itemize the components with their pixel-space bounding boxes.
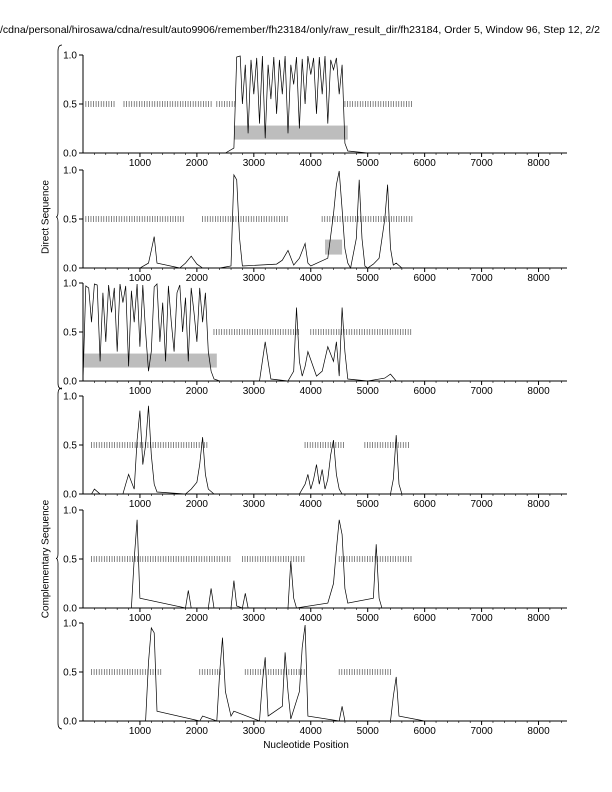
y-tick-label: 0.5 (63, 667, 77, 679)
x-tick-label: 7000 (470, 386, 493, 397)
x-tick-label: 5000 (356, 726, 379, 737)
x-tick-label: 8000 (527, 726, 550, 737)
x-tick-label: 1000 (128, 726, 152, 737)
direct-sequence-brace (56, 45, 62, 389)
x-tick-label: 2000 (185, 158, 209, 169)
x-tick-label: 8000 (527, 499, 550, 510)
x-tick-label: 8000 (527, 613, 550, 624)
y-tick-label: 0.0 (63, 603, 77, 615)
x-tick-label: 7000 (470, 613, 493, 624)
group-braces (56, 45, 62, 729)
y-tick-label: 1.0 (63, 391, 77, 403)
series-line (83, 625, 567, 721)
y-tick-label: 0.5 (63, 214, 77, 226)
complementary-sequence-label: Complementary Sequence (40, 499, 52, 618)
x-tick-label: 7000 (470, 273, 493, 284)
x-tick-label: 6000 (413, 726, 436, 737)
x-tick-label: 1000 (128, 386, 152, 397)
y-tick-label: 0.5 (63, 554, 77, 566)
x-tick-label: 4000 (299, 158, 322, 169)
y-tick-label: 1.0 (63, 50, 77, 62)
x-tick-label: 5000 (356, 613, 379, 624)
x-tick-label: 5000 (356, 273, 379, 284)
x-tick-label: 5000 (356, 499, 379, 510)
chart-panel-3 (63, 279, 567, 398)
x-axis-label: Nucleotide Position (263, 740, 349, 751)
chart-panel-2 (63, 166, 567, 285)
x-tick-label: 5000 (356, 158, 379, 169)
highlight-region (325, 240, 342, 255)
x-tick-label: 4000 (299, 613, 322, 624)
y-tick-label: 0.0 (63, 716, 77, 728)
y-tick-label: 0.0 (63, 376, 77, 388)
x-tick-label: 6000 (413, 386, 436, 397)
x-tick-label: 8000 (527, 158, 550, 169)
y-tick-label: 1.0 (63, 278, 77, 290)
x-tick-label: 8000 (527, 273, 550, 284)
y-tick-label: 0.0 (63, 148, 77, 160)
x-tick-label: 3000 (242, 499, 265, 510)
chart-panel-5 (63, 506, 567, 625)
page-title: /cdna/personal/hirosawa/cdna/result/auto9906/remember/fh23184/only/raw_result_dir/fh23184, Order 5, Window 96, Step 12, 2/2 (0, 24, 601, 36)
x-tick-label: 3000 (242, 158, 265, 169)
chart-panel-1 (63, 51, 567, 170)
series-line (83, 520, 567, 608)
x-tick-label: 4000 (299, 386, 322, 397)
chart-panel-4 (63, 392, 567, 511)
x-tick-label: 3000 (242, 613, 265, 624)
x-tick-label: 7000 (470, 726, 493, 737)
y-tick-label: 0.0 (63, 489, 77, 501)
x-tick-label: 2000 (185, 613, 209, 624)
x-tick-label: 7000 (470, 158, 493, 169)
chart-panel-6 (63, 619, 567, 738)
x-tick-label: 3000 (242, 726, 265, 737)
chart-panels (63, 51, 567, 738)
x-tick-label: 3000 (242, 273, 265, 284)
y-tick-label: 0.5 (63, 99, 77, 111)
x-tick-label: 5000 (356, 386, 379, 397)
x-tick-label: 6000 (413, 499, 436, 510)
highlight-region (234, 126, 348, 140)
y-tick-label: 1.0 (63, 618, 77, 630)
x-tick-label: 6000 (413, 613, 436, 624)
x-tick-label: 1000 (128, 158, 152, 169)
x-tick-label: 2000 (185, 726, 209, 737)
x-tick-label: 7000 (470, 499, 493, 510)
x-tick-label: 3000 (242, 386, 265, 397)
x-tick-label: 8000 (527, 386, 550, 397)
y-tick-label: 0.5 (63, 440, 77, 452)
x-tick-label: 2000 (185, 499, 209, 510)
y-tick-label: 1.0 (63, 505, 77, 517)
x-tick-label: 2000 (185, 386, 209, 397)
x-tick-label: 6000 (413, 273, 436, 284)
complementary-sequence-brace (56, 388, 62, 729)
x-tick-label: 1000 (128, 499, 152, 510)
y-tick-label: 0.0 (63, 263, 77, 275)
y-tick-label: 0.5 (63, 327, 77, 339)
x-tick-label: 4000 (299, 726, 322, 737)
direct-sequence-label: Direct Sequence (40, 180, 52, 254)
x-tick-label: 6000 (413, 158, 436, 169)
x-tick-label: 4000 (299, 499, 322, 510)
x-tick-label: 1000 (128, 613, 152, 624)
x-tick-label: 4000 (299, 273, 322, 284)
series-line (83, 406, 567, 494)
x-tick-label: 1000 (128, 273, 152, 284)
x-tick-label: 2000 (185, 273, 209, 284)
y-tick-label: 1.0 (63, 165, 77, 177)
